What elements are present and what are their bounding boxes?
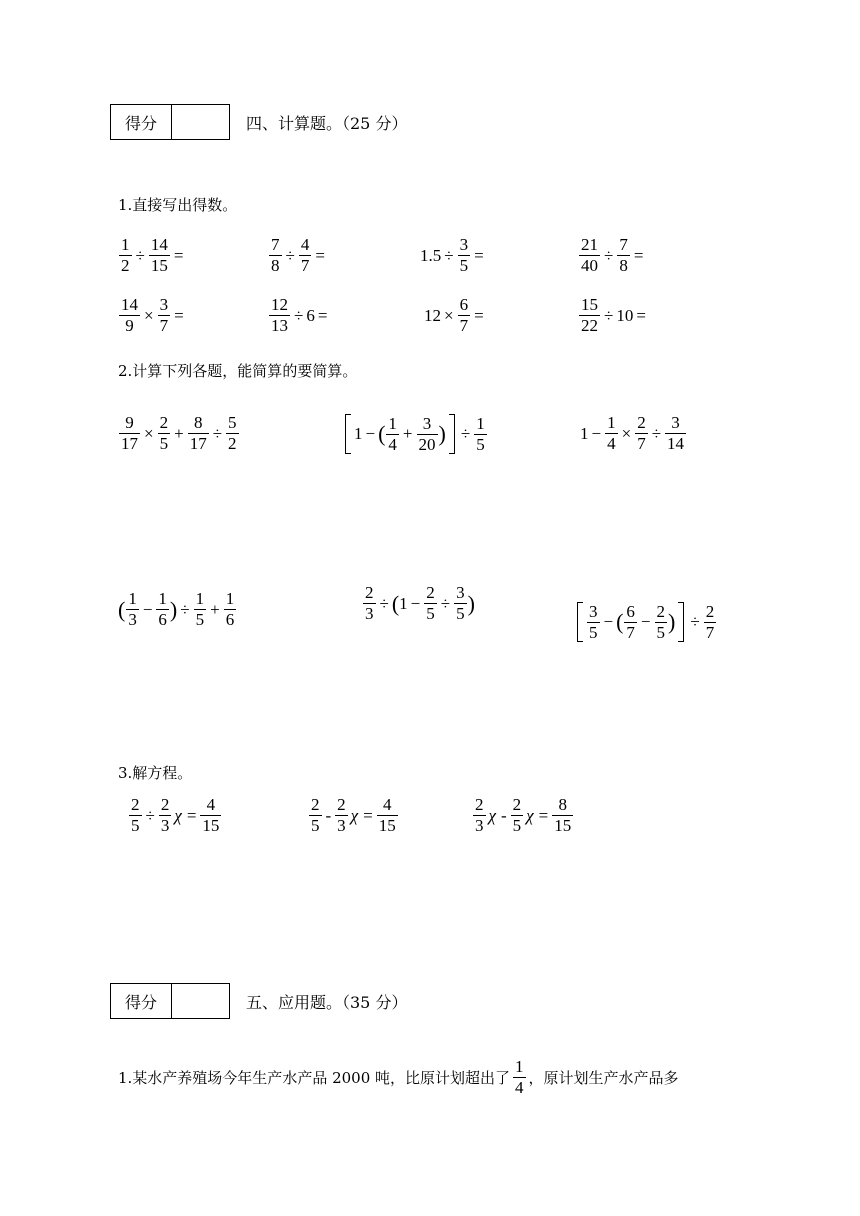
expr-2-3: 1 − $\frac{1}{4}$ × $\frac{2}{7}$ ÷ $\frac{3}{14}$	[580, 413, 685, 453]
expr-1-2: $\frac{7}{8}$ ÷ $\frac{4}{7}$ =	[271, 235, 325, 275]
expr-1-8: $\frac{15}{22}$ ÷ 10 =	[581, 295, 646, 335]
score-label: 得分	[111, 105, 172, 139]
question-text: 1.某水产养殖场今年生产水产品 2000 吨，比原计划超出了	[118, 1069, 511, 1087]
question-text: ，原计划生产水产品多	[528, 1069, 679, 1087]
expr-1-5: $\frac{14}{9}$ × $\frac{3}{7}$ =	[121, 295, 184, 335]
expr-1-4: $\frac{21}{40}$ ÷ $\frac{7}{8}$ =	[581, 235, 644, 275]
section-4-title: 四、计算题。（25 分）	[246, 114, 408, 133]
fraction: $\frac{1}{4}$	[515, 1057, 524, 1097]
question-2-title: 2.计算下列各题，能简算的要简算。	[118, 362, 358, 380]
question-1-title: 1.直接写出得数。	[118, 196, 238, 214]
expr-2-2: 1 − ( $\frac{1}{4}$ + $\frac{3}{20}$ ) ÷ $\frac{1}{5}$	[342, 414, 488, 454]
score-label: 得分	[111, 984, 172, 1018]
application-question-1	[118, 1058, 679, 1097]
score-field[interactable]	[172, 984, 229, 1018]
score-field[interactable]	[172, 105, 229, 139]
equation-2: $\frac{2}{5}$ - $\frac{2}{3}$ χ = $\frac{4}{15}$	[311, 795, 396, 835]
question-3-title: 3.解方程。	[118, 764, 193, 782]
expr-1-6: $\frac{12}{13}$ ÷ 6 =	[271, 295, 328, 335]
expr-1-7: 12 × $\frac{6}{7}$ =	[424, 295, 484, 335]
expr-2-4: ( $\frac{1}{3}$ − $\frac{1}{6}$ ) ÷ $\frac{1}{5}$ + $\frac{1}{6}$	[118, 589, 235, 629]
equation-3: $\frac{2}{3}$ χ - $\frac{2}{5}$ χ = $\frac{8}{15}$	[475, 795, 572, 835]
expr-1-1: $\frac{1}{2}$ ÷ $\frac{14}{15}$ =	[121, 235, 184, 275]
equation-1: $\frac{2}{5}$ ÷ $\frac{2}{3}$ χ = $\frac{4}{15}$	[131, 795, 220, 835]
expr-2-6: $\frac{3}{5}$ − ( $\frac{6}{7}$ − $\frac{2}{5}$ ) ÷ $\frac{2}{7}$	[574, 602, 717, 642]
score-box	[110, 983, 230, 1019]
expr-1-3: 1.5 ÷ $\frac{3}{5}$ =	[420, 235, 484, 275]
section-5-title: 五、应用题。（35 分）	[246, 993, 408, 1012]
expr-2-1: $\frac{9}{17}$ × $\frac{2}{5}$ + $\frac{8}{17}$ ÷ $\frac{5}{2}$	[121, 413, 237, 453]
expr-2-5: $\frac{2}{3}$ ÷ ( 1 − $\frac{2}{5}$ ÷ $\frac{3}{5}$ )	[365, 583, 475, 623]
score-box	[110, 104, 230, 140]
